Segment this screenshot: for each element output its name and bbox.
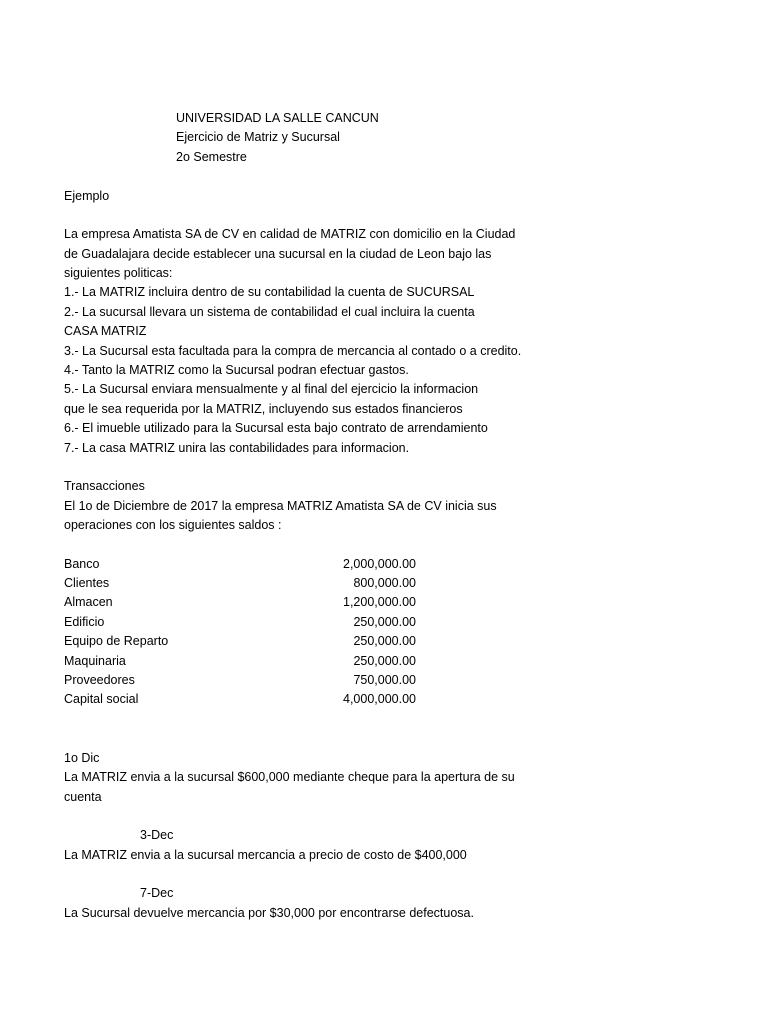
intro-line: de Guadalajara decide establecer una sucursal en la ciudad de Leon bajo las [64,247,492,261]
policy-line: que le sea requerida por la MATRIZ, incluyendo sus estados financieros [64,402,463,416]
balance-row [64,574,416,593]
balance-row [64,671,416,690]
transactions-intro: operaciones con los siguientes saldos : [64,518,282,532]
policy-line: 5.- La Sucursal enviara mensualmente y al final del ejercicio la informacion [64,382,479,396]
policy-line: 4.- Tanto la MATRIZ como la Sucursal podran efectuar gastos. [64,363,409,377]
account-name: Edificio [64,615,105,629]
account-amount: 800,000.00 [353,576,416,590]
account-name: Capital social [64,692,139,706]
policy-line: 6.- El imueble utilizado para la Sucursal esta bajo contrato de arrendamiento [64,421,488,435]
policy-line: CASA MATRIZ [64,324,147,338]
entry-text: cuenta [64,790,102,804]
intro-line: siguientes politicas: [64,266,173,280]
account-name: Clientes [64,576,110,590]
semester-label: 2o Semestre [176,150,247,164]
account-name: Banco [64,557,100,571]
example-heading: Ejemplo [64,189,110,203]
balance-row [64,690,416,709]
entry-date: 7-Dec [140,886,174,900]
account-name: Proveedores [64,673,135,687]
transactions-heading: Transacciones [64,479,145,493]
policy-line: 3.- La Sucursal esta facultada para la compra de mercancia al contado o a credito. [64,344,522,358]
entry-text: La MATRIZ envia a la sucursal $600,000 mediante cheque para la apertura de su [64,770,515,784]
policy-line: 1.- La MATRIZ incluira dentro de su contabilidad la cuenta de SUCURSAL [64,285,475,299]
account-amount: 250,000.00 [353,615,416,629]
entry-date: 3-Dec [140,828,174,842]
transactions-intro: El 1o de Diciembre de 2017 la empresa MATRIZ Amatista SA de CV inicia sus [64,499,497,513]
balance-row [64,555,416,574]
balance-row [64,613,416,632]
account-amount: 250,000.00 [353,634,416,648]
account-amount: 1,200,000.00 [343,595,416,609]
entry-text: La Sucursal devuelve mercancia por $30,000 por encontrarse defectuosa. [64,906,474,920]
balance-row [64,593,416,612]
entry-text: La MATRIZ envia a la sucursal mercancia a precio de costo de $400,000 [64,848,467,862]
account-name: Equipo de Reparto [64,634,169,648]
account-name: Maquinaria [64,654,126,668]
exercise-title: Ejercicio de Matriz y Sucursal [176,130,340,144]
policy-line: 7.- La casa MATRIZ unira las contabilidades para informacion. [64,441,410,455]
balance-row [64,632,416,651]
policy-line: 2.- La sucursal llevara un sistema de contabilidad el cual incluira la cuenta [64,305,475,319]
account-amount: 250,000.00 [353,654,416,668]
account-name: Almacen [64,595,113,609]
balance-row [64,652,416,671]
intro-line: La empresa Amatista SA de CV en calidad de MATRIZ con domicilio en la Ciudad [64,227,516,241]
account-amount: 750,000.00 [353,673,416,687]
entry-date: 1o Dic [64,751,100,765]
university-title: UNIVERSIDAD LA SALLE CANCUN [176,111,379,125]
account-amount: 2,000,000.00 [343,557,416,571]
account-amount: 4,000,000.00 [343,692,416,706]
